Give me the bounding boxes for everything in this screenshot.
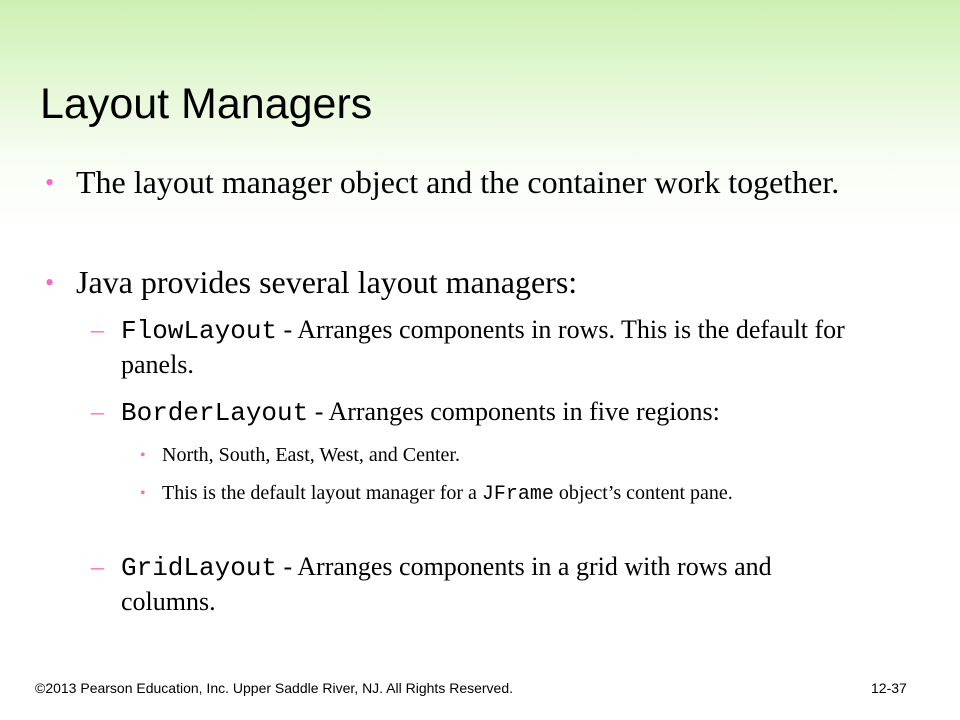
footer-copyright: ©2013 Pearson Education, Inc. Upper Saddle River, NJ. All Rights Reserved. <box>35 680 514 696</box>
bullet-text: Java provides several layout managers: <box>76 264 578 300</box>
subbullet-gridlayout <box>91 550 851 619</box>
dash-marker: – <box>91 552 104 581</box>
subsubbullet-text: North, South, East, West, and Center. <box>162 444 460 466</box>
code-gridlayout: GridLayout <box>121 553 278 583</box>
code-borderlayout: BorderLayout <box>121 398 309 428</box>
bullet-java-layout-managers <box>45 263 856 302</box>
subbullet-flowlayout <box>91 313 851 382</box>
subsubbullet-text-before: This is the default layout manager for a <box>162 482 482 504</box>
bullet-marker: • <box>45 268 55 297</box>
subbullet-borderlayout <box>91 395 851 430</box>
subbullet-text: - Arranges components in a grid with rows and columns. <box>121 552 772 616</box>
bullet-text: The layout manager object and the container work together. <box>76 164 840 200</box>
subsubbullet-text-after: object’s content pane. <box>553 482 733 504</box>
bullet-marker: • <box>140 447 146 464</box>
subsubbullet-jframe-default <box>140 480 882 508</box>
code-flowlayout: FlowLayout <box>121 316 278 346</box>
dash-marker: – <box>91 397 104 426</box>
subbullet-text: - Arranges components in five regions: <box>308 397 720 426</box>
subsubbullet-regions <box>140 442 882 469</box>
subbullet-text: - Arranges components in rows. This is the default for panels. <box>121 315 845 379</box>
bullet-marker: • <box>45 168 55 197</box>
bullet-marker: • <box>140 485 146 502</box>
footer-page-number: 12-37 <box>871 680 907 696</box>
bullet-layout-manager-container <box>45 163 856 202</box>
code-jframe: JFrame <box>481 483 554 506</box>
dash-marker: – <box>91 315 104 344</box>
slide-title: Layout Managers <box>40 80 373 128</box>
